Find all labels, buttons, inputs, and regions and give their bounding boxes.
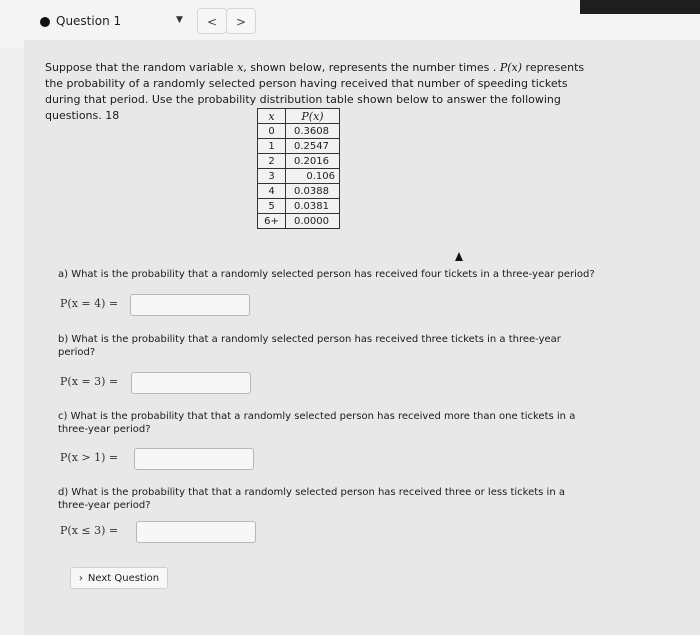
question-selector-label[interactable]: Question 1 [56,14,122,28]
question-a-answer-input[interactable] [130,294,250,316]
next-question-label: Next Question [87,572,160,584]
question-c-formula: P(x > 1) = [60,451,119,464]
problem-text-part: Suppose that the random variable [45,61,238,74]
previous-question-button[interactable]: < [197,8,227,34]
cell-px: 0.2547 [286,139,340,154]
question-c-text: c) What is the probability that that a randomly selected person has received more than one tickets in a three-year period? [58,411,576,435]
cell-px: 0.0388 [286,184,340,199]
probability-distribution-table [257,108,340,229]
cell-px: 0.3608 [286,124,340,139]
question-c-answer-input[interactable] [134,448,254,470]
cell-x: 0 [258,124,286,139]
question-d-answer-input[interactable] [136,521,256,543]
cell-px: 0.106 [286,169,340,184]
problem-text-part: represents the probability of a randomly selected person having received that number of speeding tickets during that period. Use the probability distribution table shown below to answer the following questions. 18 [45,61,585,122]
table-row [258,184,340,199]
question-b-text: b) What is the probability that a randomly selected person has received three tickets in a three-year period? [58,334,561,358]
chevron-down-icon[interactable]: ▼ [176,15,183,25]
cell-x: 4 [258,184,286,199]
table-row [258,199,340,214]
cell-x: 3 [258,169,286,184]
variable-px: P(x) [499,61,523,74]
table-row [258,124,340,139]
question-d-formula: P(x ≤ 3) = [60,524,119,537]
problem-text-part: , shown below, represents the number times . [243,61,500,74]
table-row [258,169,340,184]
cell-x: 6+ [258,214,286,229]
mouse-pointer-icon [455,252,463,261]
cell-x: 2 [258,154,286,169]
next-question-button[interactable] [70,567,168,589]
question-b-answer-input[interactable] [131,372,251,394]
variable-x: x [237,61,244,74]
cell-px: 0.0000 [286,214,340,229]
question-status-dot-icon [40,17,50,27]
question-a-formula: P(x = 4) = [60,297,119,310]
column-header-px: P(x) [286,109,340,124]
question-d-text: d) What is the probability that that a randomly selected person has received three or less tickets in a three-year period? [58,487,565,511]
table-row [258,154,340,169]
next-question-arrow-button[interactable]: > [226,8,256,34]
chevron-right-icon: › [78,572,83,584]
table-header-row [258,109,340,124]
table-row [258,139,340,154]
cell-px: 0.2016 [286,154,340,169]
question-b-formula: P(x = 3) = [60,375,119,388]
cell-x: 1 [258,139,286,154]
window-edge [580,0,700,14]
column-header-x: x [258,109,286,124]
table-row [258,214,340,229]
cell-x: 5 [258,199,286,214]
question-a-text: a) What is the probability that a randomly selected person has received four tickets in a three-year period? [58,269,595,280]
cell-px: 0.0381 [286,199,340,214]
